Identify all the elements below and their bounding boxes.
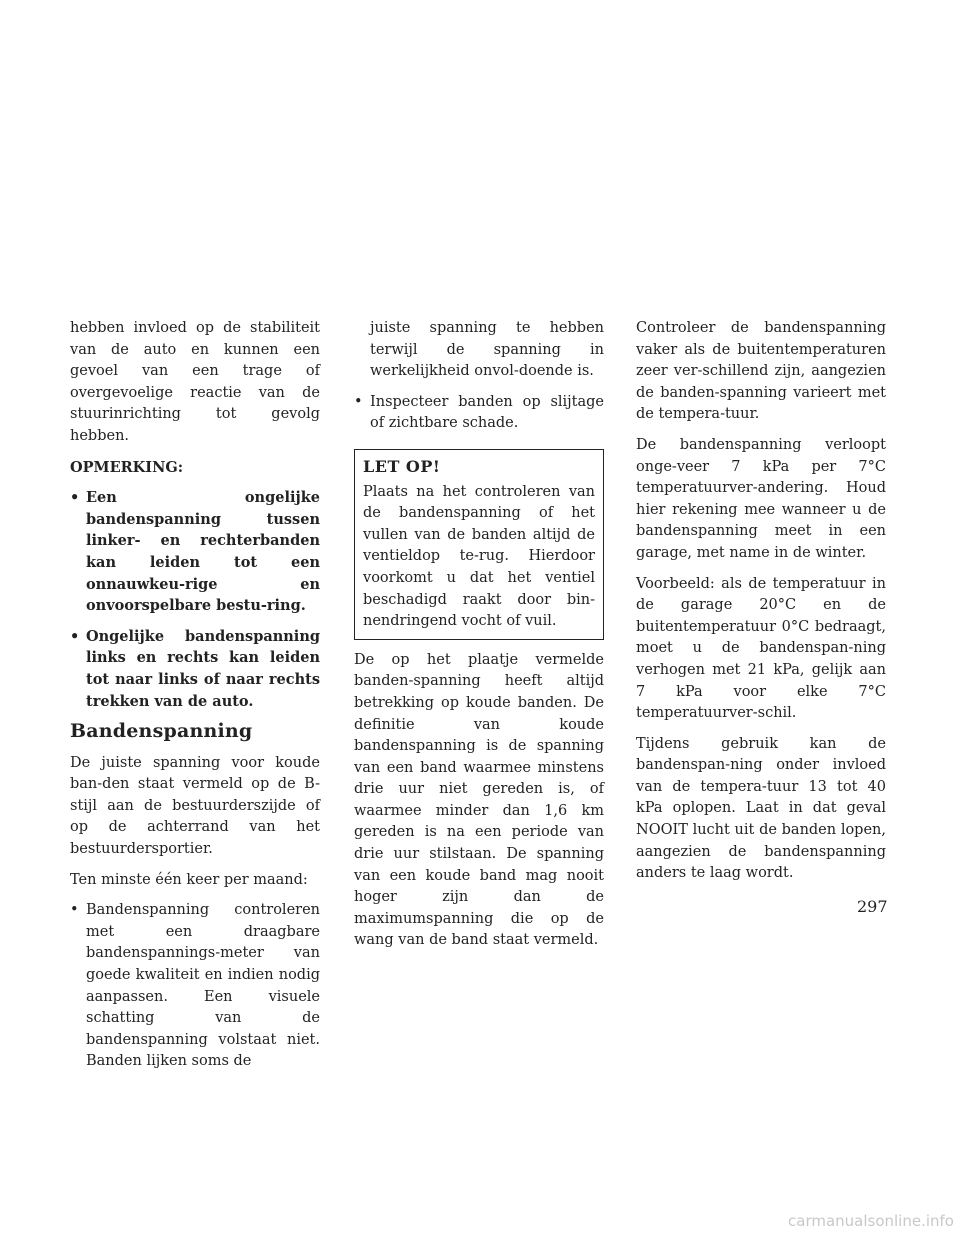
column-2 [354, 318, 604, 961]
paragraph-pressure-change: De bandenspanning verloopt onge-veer 7 kPa per 7°C temperatuurver-andering. Houd hier rekening mee wanneer u de bandenspanning meet in een garage, met name in de winter. [636, 436, 886, 561]
bullet-icon: • [70, 489, 80, 507]
note-label: OPMERKING: [70, 458, 184, 476]
intro-paragraph: hebben invloed op de stabiliteit van de auto en kunnen een gevoel van een trage of overgevoelige reactie van de stuurinrichting tot gevolg hebben. [70, 320, 320, 444]
check-bullet-2 [354, 392, 604, 435]
note-bullet-2-text: Ongelijke bandenspanning links en rechts kan leiden tot naar links of naar rechts trekken van de auto. [86, 627, 320, 710]
caution-text: Plaats na het controleren van de bandenspanning of het vullen van de banden altijd de ventieldop te-rug. Hierdoor voorkomt u dat het ventiel beschadigd raakt door bin-nendringend vocht of vuil. [363, 483, 595, 630]
note-bullet-1 [70, 487, 320, 617]
caution-box [354, 449, 604, 640]
check-bullet-2-text: Inspecteer banden op slijtage of zichtbare schade. [370, 393, 604, 432]
check-bullet-1 [70, 900, 320, 1073]
check-bullet-1-continued: juiste spanning te hebben terwijl de spanning in werkelijkheid onvol-doende is. [370, 320, 604, 380]
bullet-icon: • [70, 627, 80, 645]
column-3 [636, 318, 886, 894]
caution-title: LET OP! [363, 456, 441, 476]
column-1 [70, 318, 320, 1082]
bullet-icon: • [70, 902, 79, 919]
note-bullet-2 [70, 626, 320, 712]
watermark: carmanualsonline.info [788, 1212, 954, 1230]
page-number: 297 [857, 897, 888, 916]
paragraph-cold-pressure: De juiste spanning voor koude ban-den staat vermeld op de B-stijl aan de bestuurderszijde of op de achterrand van het bestuurdersportier. [70, 754, 320, 858]
paragraph-monthly: Ten minste één keer per maand: [70, 871, 308, 888]
paragraph-driving-increase: Tijdens gebruik kan de bandenspan-ning onder invloed van de tempera-tuur 13 tot 40 kPa oplopen. Laat in dat geval NOOIT lucht uit de banden lopen, aangezien de bandenspanning anders te laag wordt. [636, 735, 886, 882]
paragraph-temperature-check: Controleer de bandenspanning vaker als de buitentemperaturen zeer ver-schillend zijn, aangezien de banden-spanning varieert met de tempera-tuur. [636, 320, 886, 423]
bullet-icon: • [354, 393, 363, 410]
paragraph-cold-definition: De op het plaatje vermelde banden-spanning heeft altijd betrekking op koude banden. De definitie van koude bandenspanning is de spanning van een band waarmee minstens drie uur niet gereden is, of waarmee minder dan 1,6 km gereden is na een periode van drie uur stilstaan. De spanning van een koude band mag nooit hoger zijn dan de maximumspanning die op de wang van de band staat vermeld. [354, 651, 604, 949]
section-heading: Bandenspanning [70, 720, 253, 743]
check-bullet-1-text: Bandenspanning controleren met een draagbare bandenspannings-meter van goede kwaliteit en indien nodig aanpassen. Een visuele schatting van de bandenspanning volstaat niet. Banden lijken soms de [86, 902, 320, 1070]
paragraph-example: Voorbeeld: als de temperatuur in de garage 20°C en de buitentemperatuur 0°C bedraagt, moet u de bandenspan-ning verhogen met 21 kPa, gelijk aan 7 kPa voor elke 7°C temperatuurver-schil. [636, 575, 886, 722]
note-bullet-1-text: Een ongelijke bandenspanning tussen linker- en rechterbanden kan leiden tot een onnauwkeu-rige en onvoorspelbare bestu-ring. [86, 489, 320, 615]
